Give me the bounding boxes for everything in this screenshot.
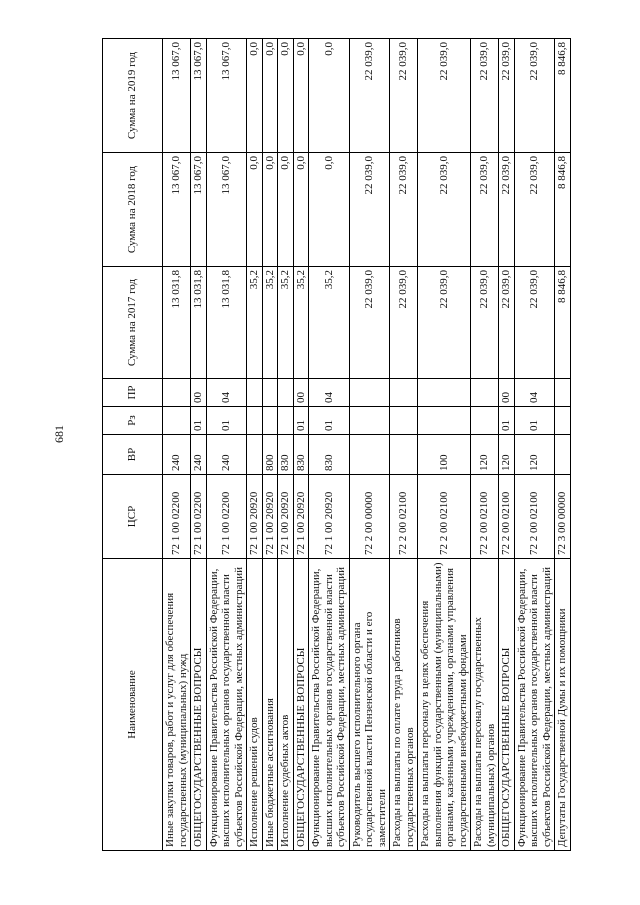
row-sum-2019: 0,0 (247, 39, 263, 153)
header-csr: ЦСР (103, 475, 163, 559)
row-name: Иные бюджетные ассигнования (262, 559, 278, 851)
row-csr: 72 3 00 00000 (555, 475, 571, 559)
row-sum-2017: 22 039,0 (514, 267, 555, 379)
row-sum-2019: 8 846,8 (555, 39, 571, 153)
row-csr: 72 1 00 02200 (163, 475, 191, 559)
row-pr: 04 (514, 379, 555, 407)
row-sum-2017: 22 039,0 (471, 267, 499, 379)
row-rz: 01 (309, 407, 350, 435)
row-csr: 72 1 00 20920 (278, 475, 294, 559)
table-row (191, 39, 207, 851)
row-sum-2017: 22 039,0 (390, 267, 418, 379)
row-rz (471, 407, 499, 435)
row-name: Исполнение решений судов (247, 559, 263, 851)
row-name: Функционирование Правительства Российской Федерации, высших исполнительных органов государственной власти субъектов Российской Федерации, местных администраций (206, 559, 247, 851)
row-name: Функционирование Правительства Российской Федерации, высших исполнительных органов государственной власти субъектов Российской Федерации, местных администраций (309, 559, 350, 851)
row-csr: 72 2 00 02100 (390, 475, 418, 559)
row-sum-2017: 35,2 (247, 267, 263, 379)
row-csr: 72 2 00 02100 (514, 475, 555, 559)
row-vr: 120 (471, 435, 499, 475)
row-sum-2018: 22 039,0 (418, 153, 471, 267)
header-vr: ВР (103, 435, 163, 475)
page-number: 681 (52, 425, 66, 443)
table-row (471, 39, 499, 851)
row-rz: 01 (191, 407, 207, 435)
row-vr (247, 435, 263, 475)
row-pr (418, 379, 471, 407)
row-sum-2017: 13 031,8 (191, 267, 207, 379)
row-csr: 72 1 00 20920 (262, 475, 278, 559)
table-row (555, 39, 571, 851)
row-sum-2019: 13 067,0 (163, 39, 191, 153)
row-rz (262, 407, 278, 435)
row-csr: 72 1 00 20920 (293, 475, 309, 559)
row-pr (471, 379, 499, 407)
row-sum-2018: 22 039,0 (499, 153, 515, 267)
row-vr: 240 (191, 435, 207, 475)
row-sum-2017: 35,2 (278, 267, 294, 379)
row-sum-2019: 22 039,0 (349, 39, 390, 153)
row-name: ОБЩЕГОСУДАРСТВЕННЫЕ ВОПРОСЫ (499, 559, 515, 851)
header-sum-2017: Сумма на 2017 год (103, 267, 163, 379)
header-sum-2019: Сумма на 2019 год (103, 39, 163, 153)
row-rz: 01 (293, 407, 309, 435)
table-row (418, 39, 471, 851)
row-csr: 72 1 00 20920 (309, 475, 350, 559)
row-sum-2019: 22 039,0 (471, 39, 499, 153)
table-header-row (103, 39, 163, 851)
row-sum-2019: 22 039,0 (390, 39, 418, 153)
row-sum-2019: 13 067,0 (191, 39, 207, 153)
row-pr: 04 (206, 379, 247, 407)
row-csr: 72 2 00 02100 (499, 475, 515, 559)
row-csr: 72 2 00 00000 (349, 475, 390, 559)
table-row (293, 39, 309, 851)
row-pr: 00 (499, 379, 515, 407)
row-sum-2019: 0,0 (309, 39, 350, 153)
row-rz: 01 (206, 407, 247, 435)
row-vr: 100 (418, 435, 471, 475)
row-name: Расходы на выплаты персоналу государственных (муниципальных) органов (471, 559, 499, 851)
row-vr: 240 (163, 435, 191, 475)
header-pr: ПР (103, 379, 163, 407)
table-row (499, 39, 515, 851)
row-sum-2018: 0,0 (309, 153, 350, 267)
row-vr: 120 (514, 435, 555, 475)
budget-table (102, 38, 571, 851)
table-row (206, 39, 247, 851)
row-sum-2017: 22 039,0 (499, 267, 515, 379)
row-name: Функционирование Правительства Российской Федерации, высших исполнительных органов государственной власти субъектов Российской Федерации, местных администраций (514, 559, 555, 851)
table-row (278, 39, 294, 851)
row-sum-2019: 22 039,0 (514, 39, 555, 153)
row-rz (278, 407, 294, 435)
row-sum-2018: 13 067,0 (163, 153, 191, 267)
row-sum-2019: 22 039,0 (418, 39, 471, 153)
row-sum-2017: 35,2 (293, 267, 309, 379)
row-sum-2018: 22 039,0 (349, 153, 390, 267)
row-sum-2018: 22 039,0 (390, 153, 418, 267)
row-pr: 00 (191, 379, 207, 407)
row-name: Расходы на выплаты по оплате труда работников государственных органов (390, 559, 418, 851)
row-sum-2017: 22 039,0 (349, 267, 390, 379)
header-name: Наименование (103, 559, 163, 851)
row-pr (390, 379, 418, 407)
row-pr: 04 (309, 379, 350, 407)
row-pr (163, 379, 191, 407)
row-rz (390, 407, 418, 435)
table-row (247, 39, 263, 851)
row-pr (262, 379, 278, 407)
row-sum-2018: 22 039,0 (514, 153, 555, 267)
table-row (163, 39, 191, 851)
row-sum-2018: 0,0 (278, 153, 294, 267)
row-sum-2018: 0,0 (293, 153, 309, 267)
row-sum-2018: 22 039,0 (471, 153, 499, 267)
row-sum-2019: 22 039,0 (499, 39, 515, 153)
row-vr: 830 (293, 435, 309, 475)
row-name: Иные закупки товаров, работ и услуг для обеспечения государственных (муниципальных) нужд (163, 559, 191, 851)
row-csr: 72 1 00 02200 (206, 475, 247, 559)
table-row (390, 39, 418, 851)
row-sum-2019: 0,0 (278, 39, 294, 153)
row-rz (349, 407, 390, 435)
row-sum-2018: 0,0 (262, 153, 278, 267)
row-sum-2017: 13 031,8 (163, 267, 191, 379)
table-row (262, 39, 278, 851)
row-sum-2018: 0,0 (247, 153, 263, 267)
table-row (514, 39, 555, 851)
row-sum-2018: 13 067,0 (206, 153, 247, 267)
row-pr (555, 379, 571, 407)
row-sum-2017: 22 039,0 (418, 267, 471, 379)
row-rz (163, 407, 191, 435)
row-sum-2017: 35,2 (262, 267, 278, 379)
row-csr: 72 1 00 20920 (247, 475, 263, 559)
table-row (349, 39, 390, 851)
row-pr (278, 379, 294, 407)
row-name: ОБЩЕГОСУДАРСТВЕННЫЕ ВОПРОСЫ (191, 559, 207, 851)
header-sum-2018: Сумма на 2018 год (103, 153, 163, 267)
row-rz (418, 407, 471, 435)
row-sum-2018: 13 067,0 (191, 153, 207, 267)
row-vr: 800 (262, 435, 278, 475)
row-name: Депутаты Государственной Думы и их помощники (555, 559, 571, 851)
row-vr: 120 (499, 435, 515, 475)
row-sum-2019: 13 067,0 (206, 39, 247, 153)
budget-table-container (102, 39, 571, 851)
table-row (309, 39, 350, 851)
row-csr: 72 2 00 02100 (418, 475, 471, 559)
row-sum-2017: 13 031,8 (206, 267, 247, 379)
row-rz (247, 407, 263, 435)
row-sum-2019: 0,0 (293, 39, 309, 153)
row-rz (555, 407, 571, 435)
row-name: ОБЩЕГОСУДАРСТВЕННЫЕ ВОПРОСЫ (293, 559, 309, 851)
row-sum-2019: 0,0 (262, 39, 278, 153)
row-pr: 00 (293, 379, 309, 407)
row-vr: 830 (278, 435, 294, 475)
header-rz: Рз (103, 407, 163, 435)
row-csr: 72 1 00 02200 (191, 475, 207, 559)
row-vr: 830 (309, 435, 350, 475)
row-pr (349, 379, 390, 407)
row-vr (349, 435, 390, 475)
row-sum-2017: 35,2 (309, 267, 350, 379)
row-pr (247, 379, 263, 407)
row-csr: 72 2 00 02100 (471, 475, 499, 559)
row-rz: 01 (499, 407, 515, 435)
row-vr: 240 (206, 435, 247, 475)
row-vr (555, 435, 571, 475)
row-name: Расходы на выплаты персоналу в целях обеспечения выполнения функций государственными (муниципальными) органами, казенными учреждениями, органами управления государственными внебюджетными фондами (418, 559, 471, 851)
row-name: Руководитель высшего исполнительного органа государственной власти Пензенской области и его заместители (349, 559, 390, 851)
row-sum-2018: 8 846,8 (555, 153, 571, 267)
row-vr (390, 435, 418, 475)
row-sum-2017: 8 846,8 (555, 267, 571, 379)
row-rz: 01 (514, 407, 555, 435)
row-name: Исполнение судебных актов (278, 559, 294, 851)
